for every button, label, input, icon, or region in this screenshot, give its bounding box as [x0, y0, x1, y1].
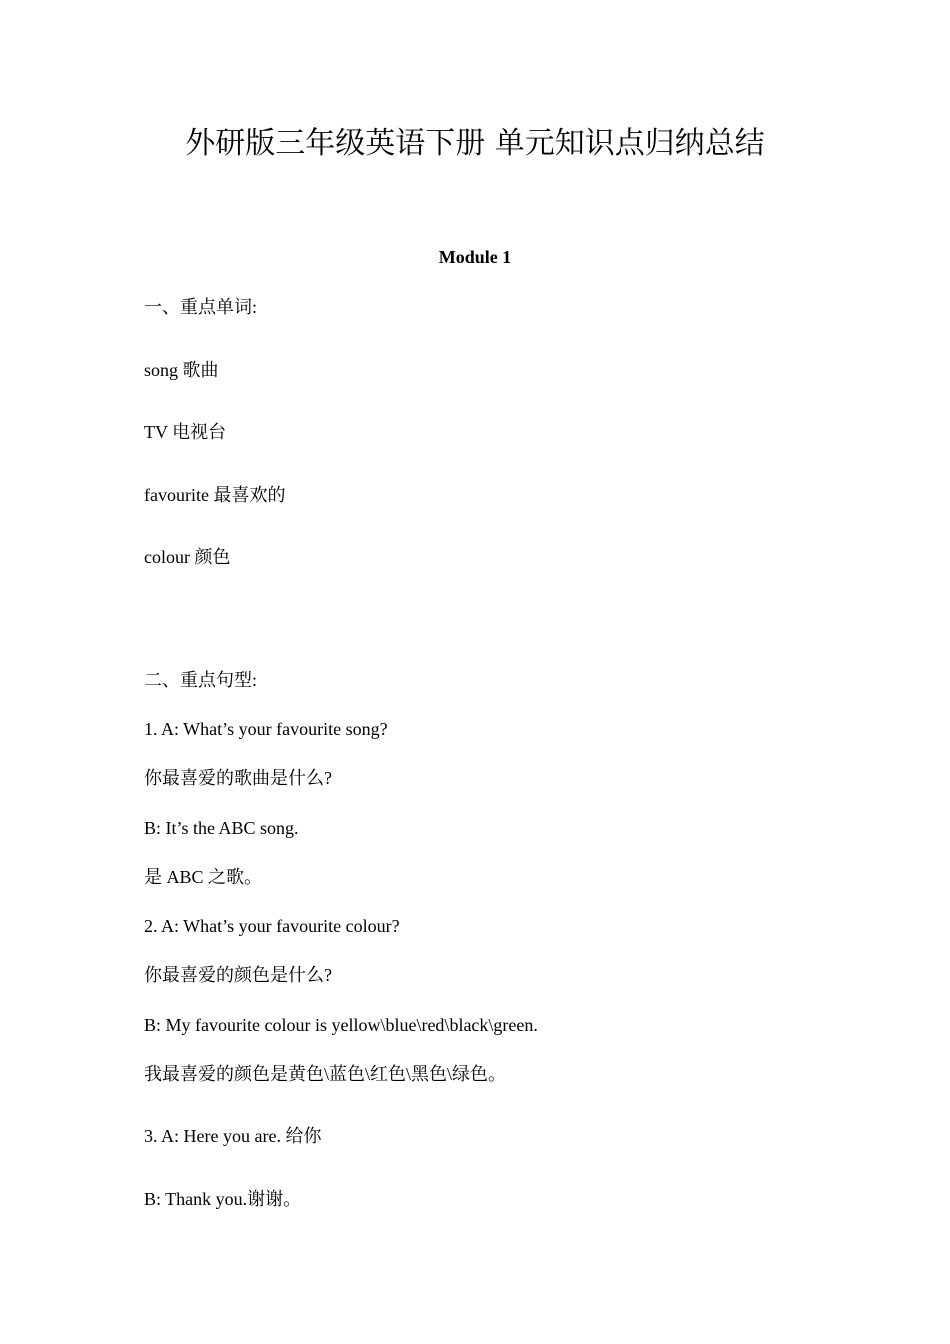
sentence-line: 你最喜爱的颜色是什么? — [144, 965, 332, 985]
vocab-item: song 歌曲 — [144, 360, 219, 380]
module-heading: Module 1 — [438, 247, 512, 267]
document-title: 外研版三年级英语下册 单元知识点归纳总结 — [185, 126, 765, 161]
vocab-item: colour 颜色 — [144, 547, 231, 567]
sentence-line: 1. A: What’s your favourite song? — [144, 719, 388, 739]
vocab-item: favourite 最喜欢的 — [144, 485, 286, 505]
sentence-line: B: Thank you.谢谢。 — [144, 1189, 302, 1209]
sentence-line: 是 ABC 之歌。 — [144, 867, 263, 887]
sentence-line: 你最喜爱的歌曲是什么? — [144, 768, 332, 788]
sentence-line: 3. A: Here you are. 给你 — [144, 1126, 322, 1146]
sentence-line: B: It’s the ABC song. — [144, 818, 299, 838]
sentence-line: 我最喜爱的颜色是黄色\蓝色\红色\黑色\绿色。 — [144, 1064, 507, 1084]
sentence-line: B: My favourite colour is yellow\blue\red\black\green. — [144, 1015, 538, 1035]
sentence-heading: 二、重点句型: — [144, 670, 258, 690]
vocab-item: TV 电视台 — [144, 422, 227, 442]
vocab-heading: 一、重点单词: — [144, 297, 258, 317]
sentence-line: 2. A: What’s your favourite colour? — [144, 916, 400, 936]
